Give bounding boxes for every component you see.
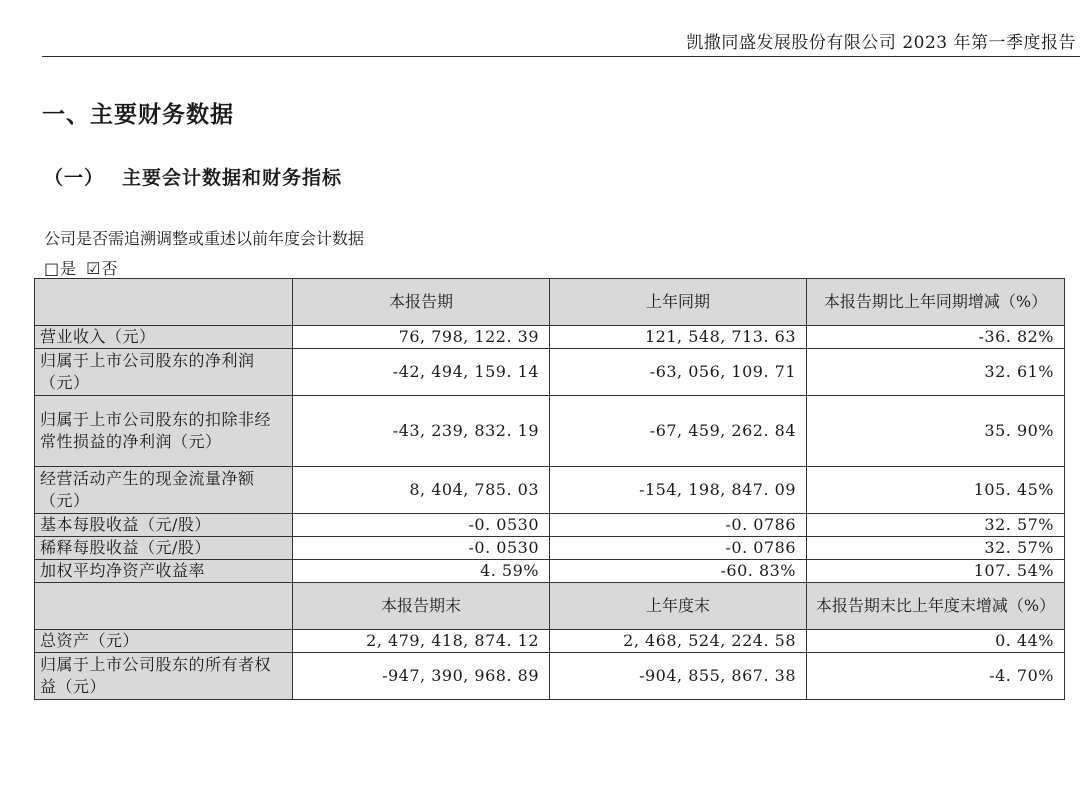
restatement-question: 公司是否需追溯调整或重述以前年度会计数据	[44, 229, 365, 248]
subsection-title	[44, 163, 342, 190]
table-row	[35, 349, 1065, 396]
cell-change: 32. 61%	[807, 349, 1065, 396]
cell-current: 8, 404, 785. 03	[293, 467, 550, 514]
table-header-row	[35, 279, 1065, 326]
cell-change: 105. 45%	[807, 467, 1065, 514]
choice-no-label: 否	[101, 259, 118, 278]
cell-current: -947, 390, 968. 89	[293, 653, 550, 700]
cell-current: 76, 798, 122. 39	[293, 326, 550, 349]
cell-prior: -63, 056, 109. 71	[550, 349, 807, 396]
header-cell: 本报告期	[293, 279, 550, 326]
financial-data-table	[34, 278, 1065, 700]
row-label: 加权平均净资产收益率	[35, 560, 293, 583]
row-label: 稀释每股收益（元/股）	[35, 537, 293, 560]
header-cell: 上年度末	[550, 583, 807, 630]
cell-prior: -0. 0786	[550, 537, 807, 560]
row-label: 归属于上市公司股东的净利润（元）	[35, 349, 293, 396]
header-cell: 上年同期	[550, 279, 807, 326]
header-cell: 本报告期末比上年度末增减（%）	[807, 583, 1065, 630]
row-label: 基本每股收益（元/股）	[35, 514, 293, 537]
checkbox-no-checked-icon: ☑	[86, 259, 101, 278]
table-row	[35, 326, 1065, 349]
cell-change: 107. 54%	[807, 560, 1065, 583]
table-row	[35, 467, 1065, 514]
table-row	[35, 514, 1065, 537]
restatement-choice	[44, 256, 118, 279]
cell-prior: -0. 0786	[550, 514, 807, 537]
table-row	[35, 653, 1065, 700]
cell-change: -4. 70%	[807, 653, 1065, 700]
row-label: 归属于上市公司股东的扣除非经常性损益的净利润（元）	[35, 396, 293, 467]
header-cell	[35, 279, 293, 326]
cell-prior: -60. 83%	[550, 560, 807, 583]
table-row	[35, 396, 1065, 467]
cell-change: 35. 90%	[807, 396, 1065, 467]
cell-prior: -67, 459, 262. 84	[550, 396, 807, 467]
subsection-text: 主要会计数据和财务指标	[122, 167, 343, 189]
cell-current: -42, 494, 159. 14	[293, 349, 550, 396]
header-divider	[42, 56, 1080, 57]
cell-current: -43, 239, 832. 19	[293, 396, 550, 467]
choice-yes-label: 是	[60, 259, 77, 278]
cell-prior: -904, 855, 867. 38	[550, 653, 807, 700]
report-header-title: 凯撒同盛发展股份有限公司 2023 年第一季度报告	[686, 33, 1076, 53]
cell-current: -0. 0530	[293, 514, 550, 537]
cell-current: 2, 479, 418, 874. 12	[293, 630, 550, 653]
cell-change: 32. 57%	[807, 514, 1065, 537]
cell-prior: 121, 548, 713. 63	[550, 326, 807, 349]
cell-change: 0. 44%	[807, 630, 1065, 653]
cell-current: 4. 59%	[293, 560, 550, 583]
cell-current: -0. 0530	[293, 537, 550, 560]
table-row	[35, 560, 1065, 583]
row-label: 总资产（元）	[35, 630, 293, 653]
section-title: 一、主要财务数据	[42, 102, 234, 128]
cell-change: 32. 57%	[807, 537, 1065, 560]
cell-change: -36. 82%	[807, 326, 1065, 349]
row-label: 经营活动产生的现金流量净额（元）	[35, 467, 293, 514]
header-cell	[35, 583, 293, 630]
table-row	[35, 537, 1065, 560]
row-label: 归属于上市公司股东的所有者权益（元）	[35, 653, 293, 700]
table-row	[35, 630, 1065, 653]
cell-prior: 2, 468, 524, 224. 58	[550, 630, 807, 653]
cell-prior: -154, 198, 847. 09	[550, 467, 807, 514]
row-label: 营业收入（元）	[35, 326, 293, 349]
table-header-row	[35, 583, 1065, 630]
checkbox-yes-icon: □	[44, 259, 60, 278]
header-cell: 本报告期比上年同期增减（%）	[807, 279, 1065, 326]
subsection-number: （一）	[44, 167, 105, 189]
header-cell: 本报告期末	[293, 583, 550, 630]
